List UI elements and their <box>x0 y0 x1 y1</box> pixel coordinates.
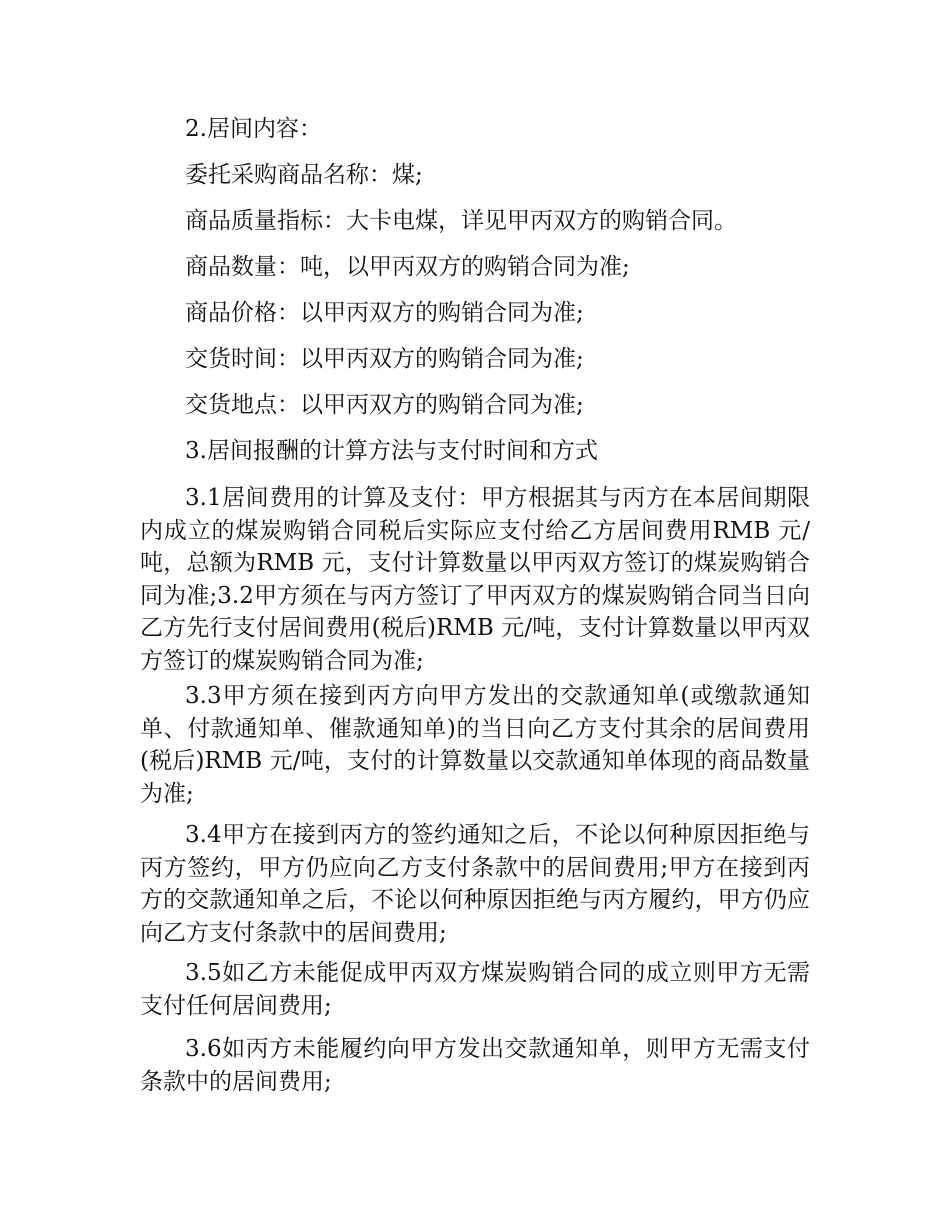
clause-3-6: 3.6如丙方未能履约向甲方发出交款通知单，则甲方无需支付条款中的居间费用; <box>140 1036 810 1095</box>
item-delivery-place: 交货地点：以甲丙双方的购销合同为准; <box>185 392 584 418</box>
clause-3-3: 3.3甲方须在接到丙方向甲方发出的交款通知单(或缴款通知单、付款通知单、催款通知单)的当日向乙方支付其余的居间费用(税后)RMB 元/吨，支付的计算数量以交款通知单体现的商品数量为准; <box>140 683 810 807</box>
section-heading-2: 2.居间内容： <box>185 116 322 142</box>
clause-3-1: 3.1居间费用的计算及支付：甲方根据其与丙方在本居间期限内成立的煤炭购销合同税后实际应支付给乙方居间费用RMB 元/吨，总额为RMB 元，支付计算数量以甲丙双方签订的煤炭购销合同为准;3.2甲方须在与丙方签订了甲丙双方的煤炭购销合同当日向乙方先行支付居间费用(税后)RMB 元/吨，支付计算数量以甲丙双方签订的煤炭购销合同为准; <box>140 485 810 674</box>
item-price: 商品价格：以甲丙双方的购销合同为准; <box>185 300 584 326</box>
item-delivery-time: 交货时间：以甲丙双方的购销合同为准; <box>185 346 584 372</box>
clause-3-4: 3.4甲方在接到丙方的签约通知之后，不论以何种原因拒绝与丙方签约，甲方仍应向乙方支付条款中的居间费用;甲方在接到丙方的交款通知单之后，不论以何种原因拒绝与丙方履约，甲方仍应向乙方支付条款中的居间费用; <box>140 822 810 946</box>
item-quality: 商品质量指标：大卡电煤，详见甲丙双方的购销合同。 <box>185 208 737 234</box>
section-heading-3: 3.居间报酬的计算方法与支付时间和方式 <box>185 438 598 464</box>
clause-3-5: 3.5如乙方未能促成甲丙双方煤炭购销合同的成立则甲方无需支付任何居间费用; <box>140 960 810 1019</box>
item-quantity: 商品数量：吨，以甲丙双方的购销合同为准; <box>185 254 630 280</box>
item-product-name: 委托采购商品名称：煤; <box>185 162 423 188</box>
